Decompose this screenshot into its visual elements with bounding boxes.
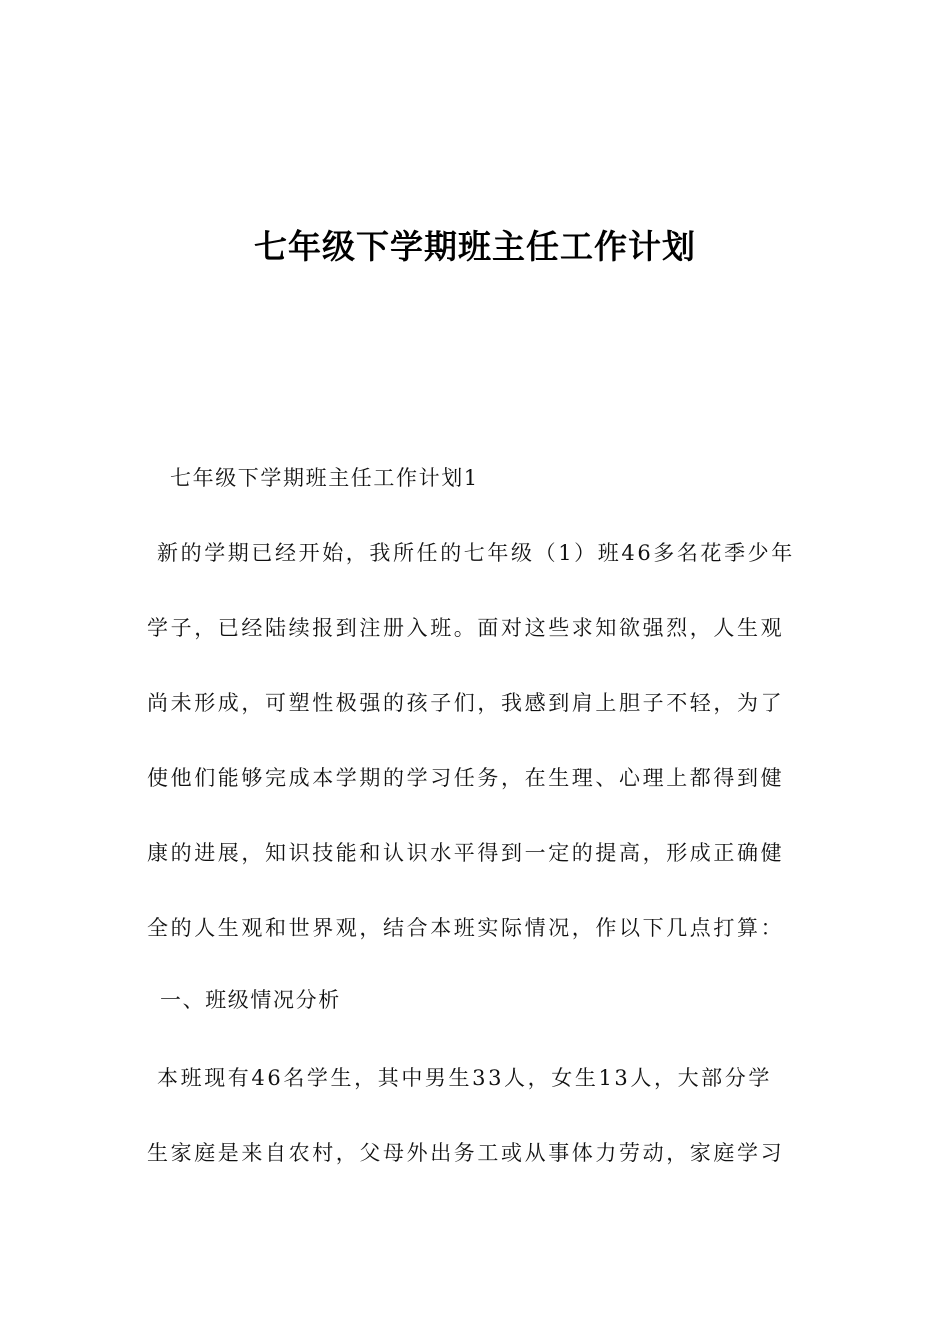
- paragraph-line: 本班现有46名学生，其中男生33人，女生13人，大部分学: [157, 1066, 772, 1090]
- paragraph-line: 康的进展，知识技能和认识水平得到一定的提高，形成正确健: [147, 841, 785, 865]
- document-title: 七年级下学期班主任工作计划: [254, 227, 696, 266]
- paragraph-line: 全的人生观和世界观，结合本班实际情况，作以下几点打算：: [147, 916, 785, 940]
- section-heading: 一、班级情况分析: [160, 988, 341, 1012]
- document-subtitle: 七年级下学期班主任工作计划1: [170, 466, 479, 490]
- paragraph-line: 生家庭是来自农村，父母外出务工或从事体力劳动，家庭学习: [147, 1141, 785, 1165]
- paragraph-line: 使他们能够完成本学期的学习任务，在生理、心理上都得到健: [147, 766, 785, 790]
- paragraph-line: 新的学期已经开始，我所任的七年级（1）班46多名花季少年: [157, 541, 795, 565]
- paragraph-line: 尚未形成，可塑性极强的孩子们，我感到肩上胆子不轻，为了: [147, 691, 785, 715]
- paragraph-line: 学子，已经陆续报到注册入班。面对这些求知欲强烈，人生观: [147, 616, 785, 640]
